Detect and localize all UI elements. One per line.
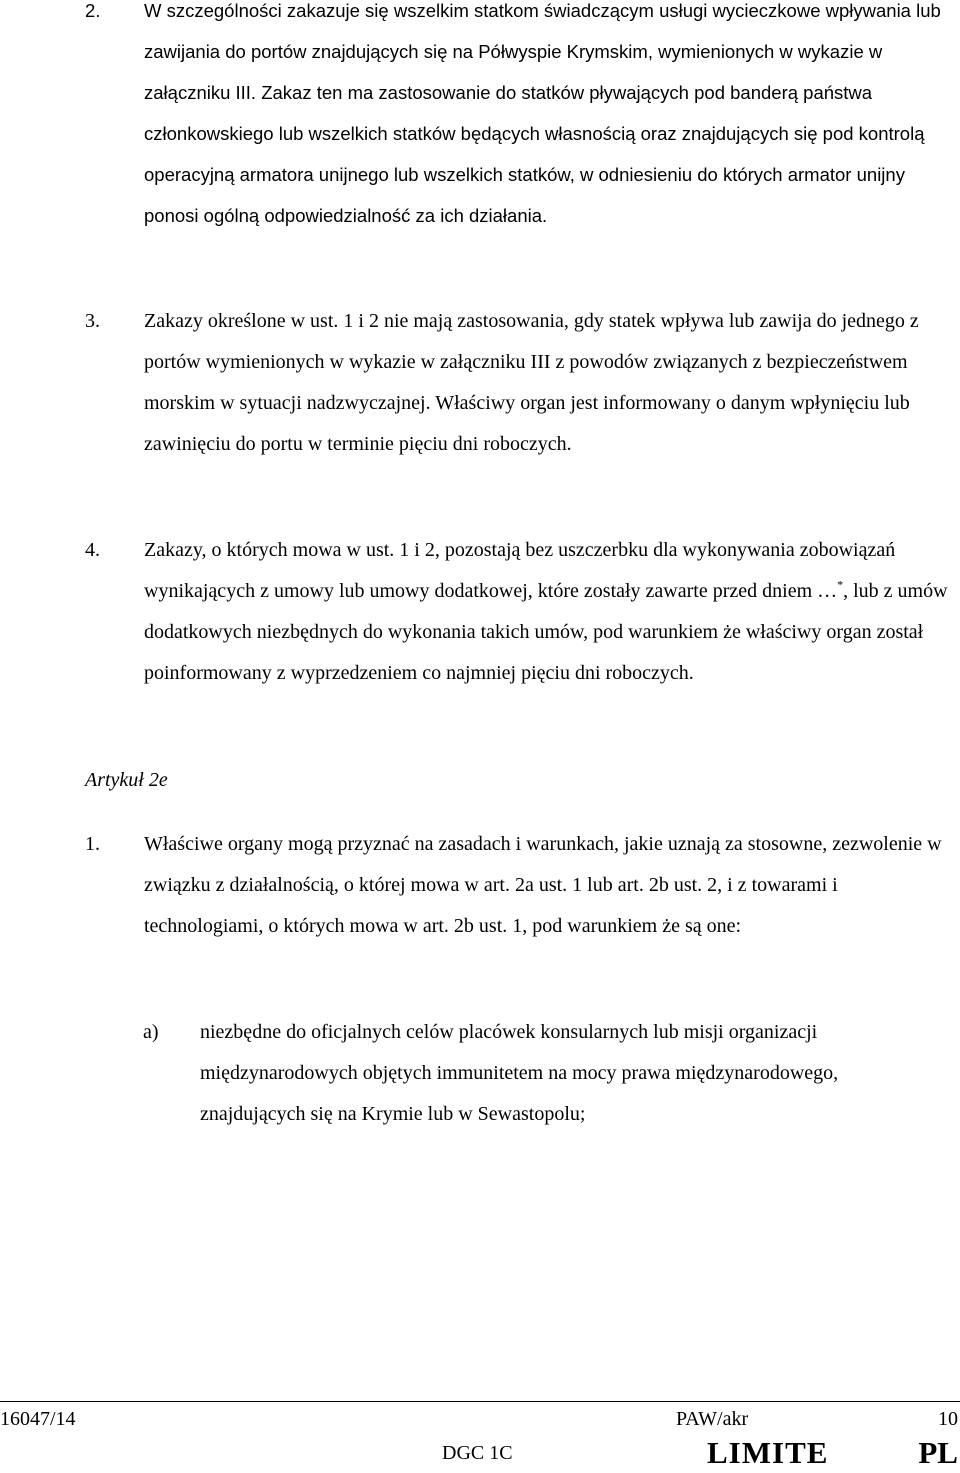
paragraph-text: Właściwe organy mogą przyznać na zasadach i warunkach, jakie uznają za stosowne, zezwolenie w związku z działalnością, o której mowa w art. 2a ust. 1 lub art. 2b ust. 2, i z towarami i technologiami, o których mowa w art. 2b ust. 1, pod warunkiem że są one: xyxy=(144,833,942,937)
footer-classification: LIMITE xyxy=(707,1435,829,1470)
paragraph-number: 3. xyxy=(85,310,100,332)
paragraph-text xyxy=(144,530,950,694)
footer-row-bottom xyxy=(0,1433,960,1473)
article-heading: Artykuł 2e xyxy=(85,769,168,791)
subparagraph-text: niezbędne do oficjalnych celów placówek konsularnych lub misji organizacji międzynarodowych objętych immunitetem na mocy prawa międzynarodowego, znajdujących się na Krymie lub w Sewastopolu; xyxy=(200,1021,839,1125)
paragraph-text: Zakazy określone w ust. 1 i 2 nie mają zastosowania, gdy statek wpływa lub zawija do jednego z portów wymienionych w wykazie w załączniku III z powodów związanych z bezpieczeństwem morskim w sytuacji nadzwyczajnej. Właściwy organ jest informowany o danym wpłynięciu lub zawinięciu do portu w terminie pięciu dni roboczych. xyxy=(144,310,919,455)
paragraph-number: 2. xyxy=(85,0,101,21)
footer-row-top xyxy=(0,1404,960,1434)
paragraph-4 xyxy=(85,530,960,694)
paragraph-2 xyxy=(85,0,960,236)
paragraph-3 xyxy=(85,301,960,465)
article-paragraph-1 xyxy=(85,824,960,947)
footnote-mark: * xyxy=(837,577,844,592)
article-subparagraph-a xyxy=(143,1012,958,1135)
footer-directorate: DGC 1C xyxy=(442,1442,513,1464)
footer-page-number: 10 xyxy=(938,1408,958,1430)
paragraph-number: 1. xyxy=(85,833,100,855)
paragraph-number: 4. xyxy=(85,539,100,561)
footer-divider xyxy=(0,1401,960,1402)
paragraph-text-after: , lub z umów dodatkowych niezbędnych do wykonania takich umów, pod warunkiem że właściwy organ został poinformowany z wyprzedzeniem co najmniej pięciu dni roboczych. xyxy=(144,580,948,684)
footer-initials: PAW/akr xyxy=(676,1408,749,1430)
paragraph-text-before: Zakazy, o których mowa w ust. 1 i 2, pozostają bez uszczerbku dla wykonywania zobowiązań wynikających z umowy lub umowy dodatkowej, które zostały zawarte przed dniem … xyxy=(144,539,896,602)
footer-language: PL xyxy=(918,1435,958,1470)
subparagraph-letter: a) xyxy=(143,1021,159,1043)
paragraph-text: W szczególności zakazuje się wszelkim statkom świadczącym usługi wycieczkowe wpływania lub zawijania do portów znajdujących się na Półwyspie Krymskim, wymienionych w wykazie w załączniku III. Zakaz ten ma zastosowanie do statków pływających pod banderą państwa członkowskiego lub wszelkich statków będących własnością oraz znajdujących się pod kontrolą operacyjną armatora unijnego lub wszelkich statków, w odniesieniu do których armator unijny ponosi ogólną odpowiedzialność za ich działania. xyxy=(144,0,941,226)
footer-doc-number: 16047/14 xyxy=(0,1408,76,1430)
